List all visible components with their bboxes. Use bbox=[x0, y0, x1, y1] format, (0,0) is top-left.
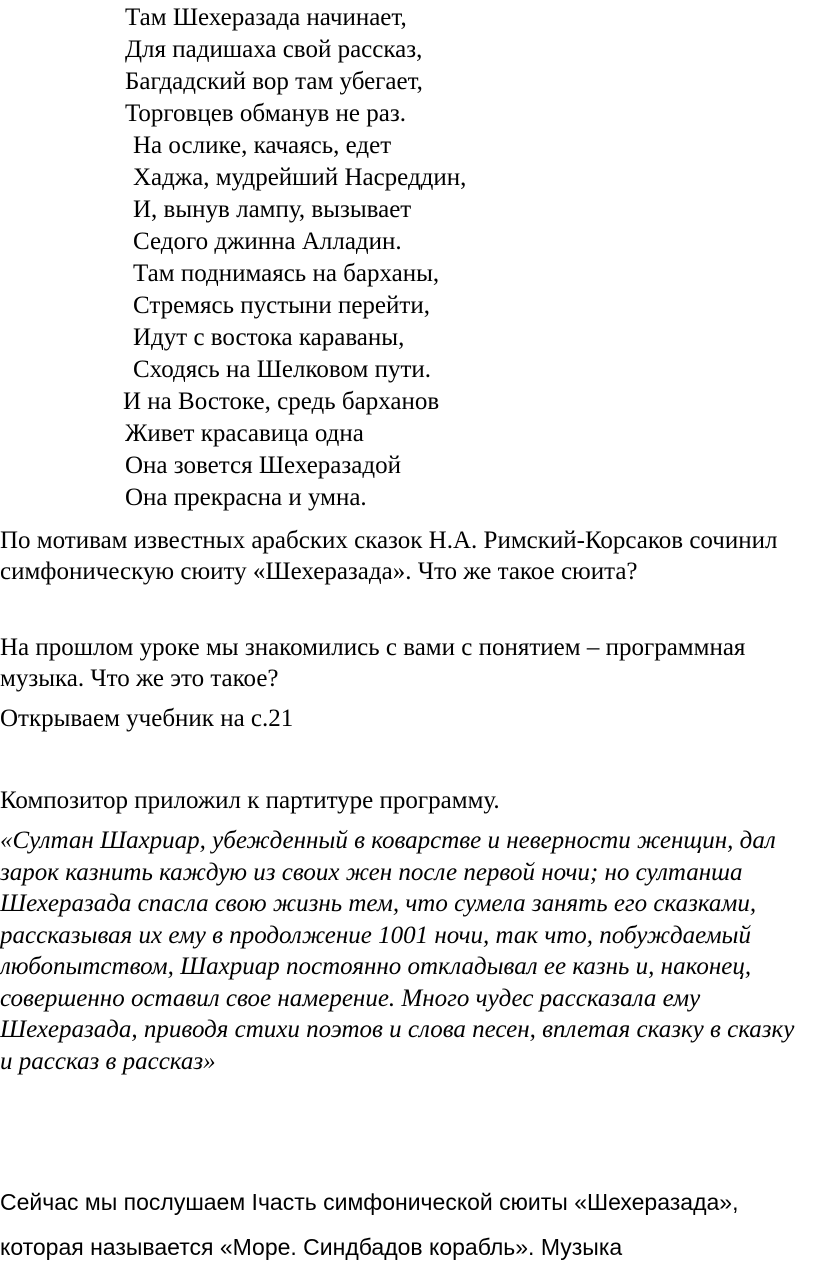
poem-line: И на Востоке, средь барханов bbox=[123, 388, 440, 415]
poem-line: Она зовется Шехеразадой bbox=[125, 452, 401, 479]
poem-line: Сходясь на Шелковом пути. bbox=[133, 356, 432, 383]
poem-line: Торговцев обманув не раз. bbox=[125, 100, 406, 127]
poem-line: Идут с востока караваны, bbox=[133, 324, 405, 351]
poem-line: Она прекрасна и умна. bbox=[125, 484, 367, 511]
poem-line: Там Шехеразада начинает, bbox=[125, 4, 407, 31]
listening-paragraph: Сейчас мы послушаем Iчасть симфонической сюиты «Шехеразада», которая называется «Море. Синдбадов корабль». Музыка bbox=[0, 1189, 739, 1260]
poem-line: Багдадский вор там убегает, bbox=[125, 68, 423, 95]
textbook-paragraph: Открываем учебник на с.21 bbox=[0, 705, 294, 732]
program-music-paragraph: На прошлом уроке мы знакомились с вами с понятием – программная музыка. Что же это такое? bbox=[0, 634, 746, 692]
suite-intro-paragraph: По мотивам известных арабских сказок Н.А. Римский-Корсаков сочинил симфоническую сюиту «Шехеразада». Что же такое сюита? bbox=[0, 527, 778, 585]
poem-line: Хаджа, мудрейший Насреддин, bbox=[133, 164, 467, 191]
poem-line: На ослике, качаясь, едет bbox=[133, 132, 392, 159]
poem-line: Стремясь пустыни перейти, bbox=[133, 292, 430, 319]
poem-line: Там поднимаясь на барханы, bbox=[133, 260, 440, 287]
poem-line: И, вынув лампу, вызывает bbox=[133, 196, 412, 223]
poem-line: Живет красавица одна bbox=[125, 420, 364, 447]
poem-line: Для падишаха свой рассказ, bbox=[125, 36, 423, 63]
poem-line: Седого джинна Алладин. bbox=[133, 228, 402, 255]
composer-program-paragraph: Композитор приложил к партитуре программу. bbox=[0, 787, 500, 814]
program-quote: «Султан Шахриар, убежденный в коварстве и неверности женщин, дал зарок казнить каждую из своих жен после первой ночи; но султанша Шехеразада спасла свою жизнь тем, что сумела занять его сказками, рассказывая их ему в продолжение 1001 ночи, так что, побуждаемый любопытством, Шахриар постоянно откладывал ее казнь и, наконец, совершенно оставил свое намерение. Много чудес рассказала ему Шехеразада, приводя стихи поэтов и слова песен, вплетая сказку в сказку и рассказ в рассказ» bbox=[0, 827, 795, 1075]
